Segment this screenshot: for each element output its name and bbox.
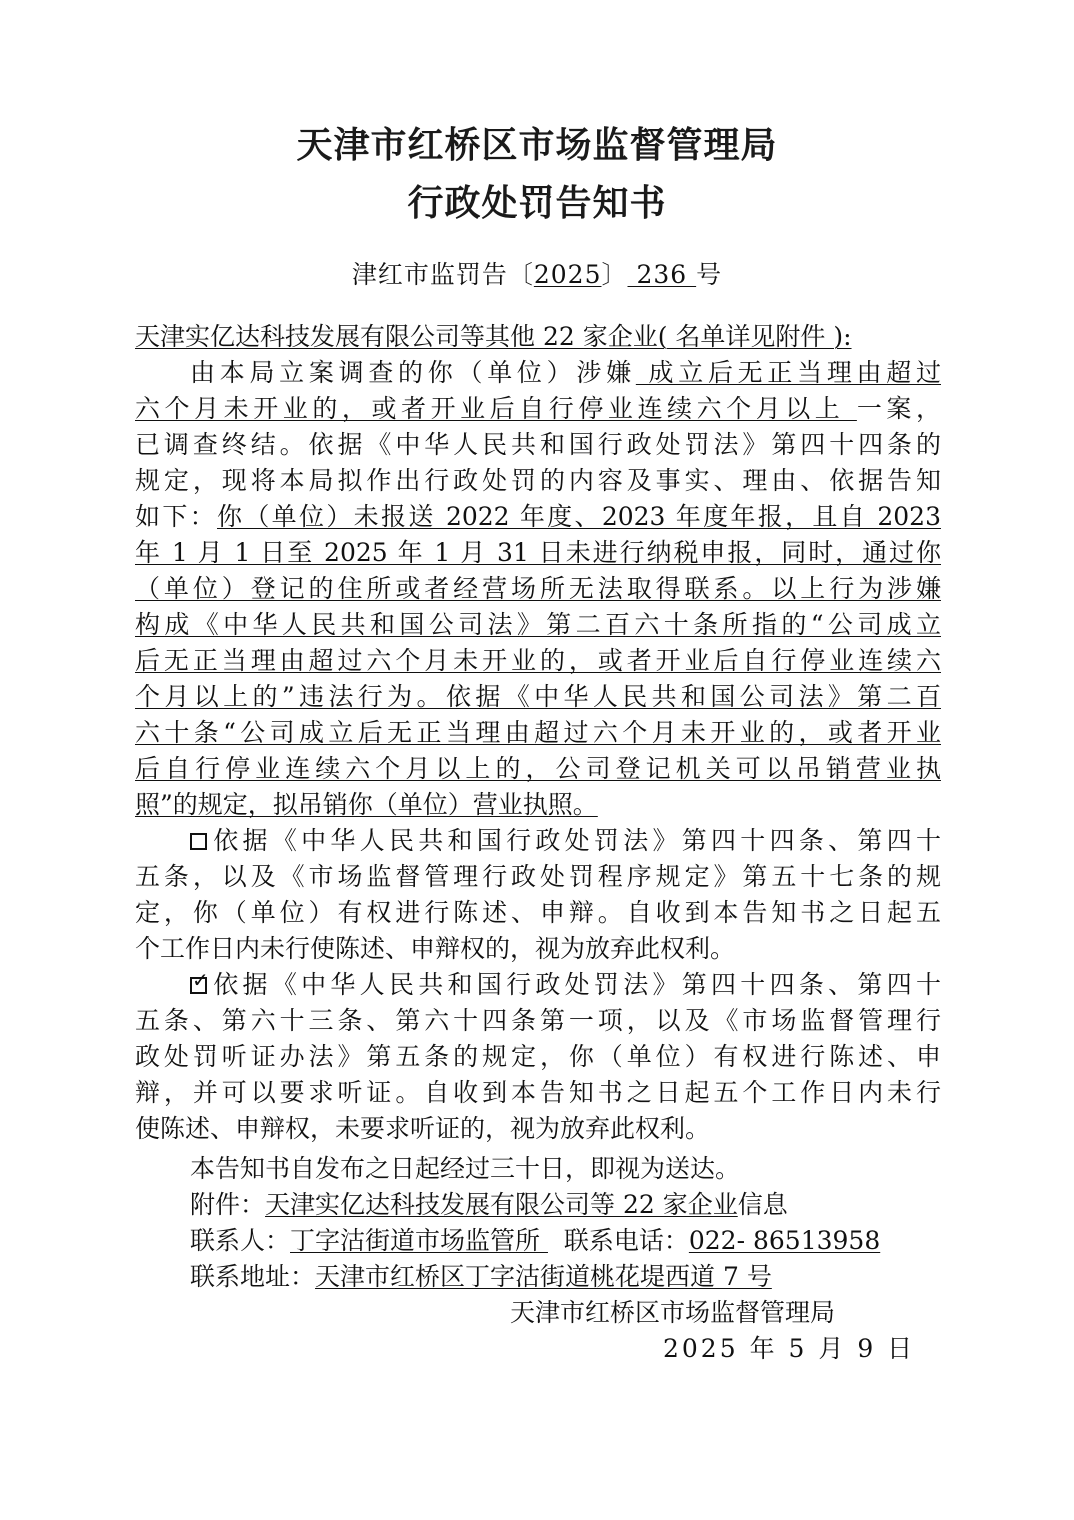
checkmark-icon: ✓ xyxy=(192,968,209,992)
document-number xyxy=(0,255,1074,291)
issuing-organization: 天津市红桥区市场监督管理局 xyxy=(510,1298,836,1327)
para1-line: 年 1 月 1 日至 2025 年 1 月 31 日未进行纳税申报，同时，通过你 xyxy=(135,538,941,567)
option1-line: 依据《中华人民共和国行政处罚法》第四十四条、第四十 xyxy=(190,824,941,858)
option1-line: 个工作日内未行使陈述、申辩权的，视为放弃此权利。 xyxy=(135,934,736,963)
para1-line: 如下：你（单位）未报送 2022 年度、2023 年度年报，且自 2023 xyxy=(135,502,941,531)
option2-line: ✓ 依据《中华人民共和国行政处罚法》第四十四条、第四十 xyxy=(192,968,941,999)
option1-line: 五条，以及《市场监督管理行政处罚程序规定》第五十七条的规 xyxy=(135,862,941,891)
recipient: 天津实亿达科技发展有限公司等其他 22 家企业( 名单详见附件 ): xyxy=(135,322,852,351)
option1-line: 定，你（单位）有权进行陈述、申辩。自收到本告知书之日起五 xyxy=(135,898,941,927)
doc-prefix: 津红市监罚告〔 xyxy=(351,260,534,289)
para1-line: 个月以上的”违法行为。依据《中华人民共和国公司法》第二百 xyxy=(135,682,941,711)
address-line: 联系地址：天津市红桥区丁字沽街道桃花堤西道 7 号 xyxy=(190,1262,772,1291)
option2-line: 五条、第六十三条、第六十四条第一项，以及《市场监督管理行 xyxy=(135,1006,941,1035)
contact-line: 联系人：丁字沽街道市场监管所 联系电话：022- 86513958 xyxy=(190,1226,881,1255)
para1-line: 后自行停业连续六个月以上的，公司登记机关可以吊销营业执 xyxy=(135,754,941,783)
doc-suffix: 号 xyxy=(696,260,723,289)
checked-checkbox[interactable] xyxy=(190,968,209,994)
para1-line: （单位）登记的住所或者经营场所无法取得联系。以上行为涉嫌 xyxy=(135,574,941,603)
document-type-title: 行政处罚告知书 xyxy=(407,183,667,224)
contact-address: 天津市红桥区丁字沽街道桃花堤西道 7 号 xyxy=(315,1262,772,1291)
contact-person: 丁字沽街道市场监管所 xyxy=(290,1226,548,1255)
option2-line: 辩，并可以要求听证。自收到本告知书之日起五个工作日内未行 xyxy=(135,1078,941,1107)
para1-line: 后无正当理由超过六个月未开业的，或者开业后自行停业连续六 xyxy=(135,646,941,675)
para1-line: 已调查终结。依据《中华人民共和国行政处罚法》第四十四条的 xyxy=(135,430,941,459)
unchecked-checkbox[interactable] xyxy=(190,833,207,850)
option2-line: 使陈述、申辩权，未要求听证的，视为放弃此权利。 xyxy=(135,1114,711,1143)
doc-serial: 236 xyxy=(627,260,697,289)
para1-line: 构成《中华人民共和国公司法》第二百六十条所指的“公司成立 xyxy=(135,610,941,639)
option2-line: 政处罚听证办法》第五条的规定，你（单位）有权进行陈述、申 xyxy=(135,1042,941,1071)
para1-line: 规定，现将本局拟作出行政处罚的内容及事实、理由、依据告知 xyxy=(135,466,941,495)
service-notice: 本告知书自发布之日起经过三十日，即视为送达。 xyxy=(190,1154,741,1183)
attachment-link[interactable]: 天津实亿达科技发展有限公司等 22 家企业 xyxy=(265,1190,738,1219)
page-title: 天津市红桥区市场监督管理局 xyxy=(296,125,778,166)
doc-mid: 〕 xyxy=(601,260,628,289)
attachment-line: 附件：天津实亿达科技发展有限公司等 22 家企业信息 xyxy=(190,1190,788,1219)
para1-line: 照”的规定，拟吊销你（单位）营业执照。 xyxy=(135,790,598,819)
para1-line: 六个月未开业的，或者开业后自行停业连续六个月以上 一案， xyxy=(135,394,941,423)
contact-phone: 022- 86513958 xyxy=(688,1226,881,1255)
para1-line: 由本局立案调查的你（单位）涉嫌 成立后无正当理由超过 xyxy=(190,358,941,387)
doc-year: 2025 xyxy=(533,260,602,289)
issue-date: 2025 年 5 月 9 日 xyxy=(663,1334,916,1363)
para1-line: 六十条“公司成立后无正当理由超过六个月未开业的，或者开业 xyxy=(135,718,941,747)
